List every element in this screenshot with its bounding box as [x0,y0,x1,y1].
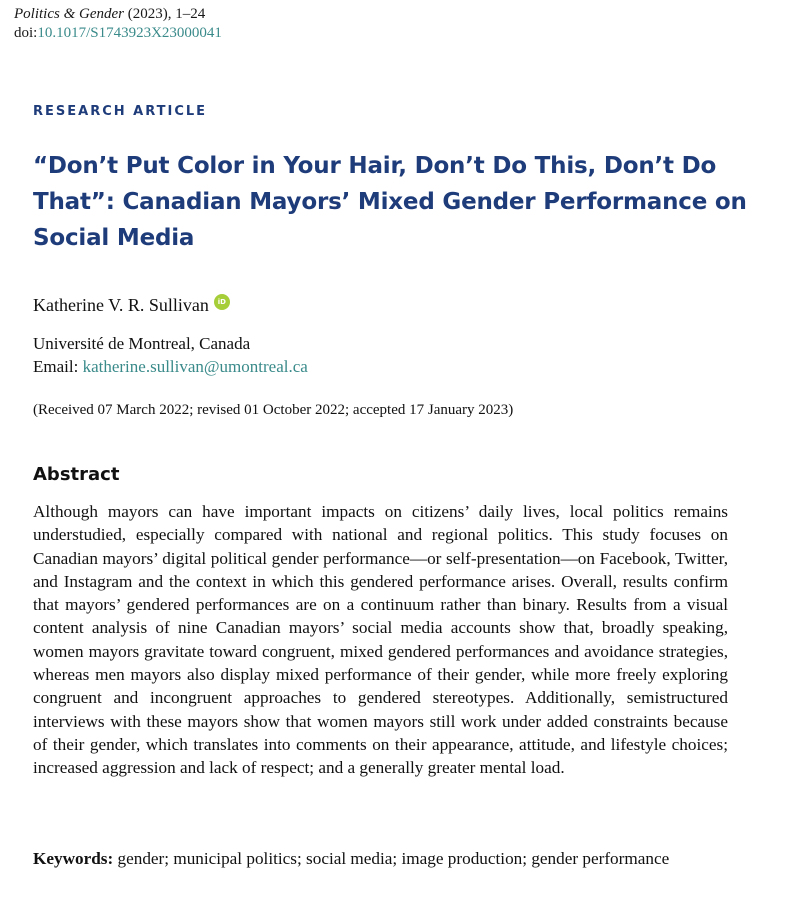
doi-link[interactable]: 10.1017/S1743923X23000041 [37,25,222,41]
email-link[interactable]: katherine.sullivan@umontreal.ca [82,357,308,376]
article-title: “Don’t Put Color in Your Hair, Don’t Do This, Don’t Do That”: Canadian Mayors’ Mixed Gender Performance on Social Media [33,153,747,251]
journal-name: Politics & Gender [14,6,124,22]
doi-line [14,24,222,43]
abstract-text: Although mayors can have important impacts on citizens’ daily lives, local politics remains understudied, especially compared with national and regional politics. This study focuses on Canadian mayors’ digital political gender performance—or self-presentation—on Facebook, Twitter, and Instagram and the context in which this gendered performance arises. Overall, results confirm that mayors’ gendered performances are on a continuum rather than binary. Results from a visual content analysis of nine Canadian mayors’ social media accounts show that, broadly speaking, women mayors gravitate toward congruent, mixed gendered performances and avoidance strategies, whereas men mayors also display mixed performance of their gender, while more freely exploring congruent and incongruent approaches to gendered stereotypes. Additionally, semistructured interviews with these mayors show that women mayors still work under added constraints because of their gender, which translates into comments on their appearance, attitude, and lifestyle choices; increased aggression and lack of respect; and a generally greater mental load. [33,502,728,778]
author-name[interactable]: Katherine V. R. Sullivan [33,295,209,315]
doi-prefix: doi: [14,25,38,41]
orcid-icon[interactable]: iD [214,294,230,310]
author-email-line [33,356,308,378]
email-label: Email: [33,357,83,376]
journal-meta: (2023), 1–24 [123,6,206,22]
author-line [33,293,230,317]
abstract-heading: Abstract [33,464,120,485]
keywords-list: gender; municipal politics; social media; image production; gender performance [113,849,670,868]
article-type: RESEARCH ARTICLE [33,104,208,119]
keywords-label: Keywords: [33,849,114,868]
journal-citation [14,5,205,24]
keywords [33,847,713,870]
publication-dates: (Received 07 March 2022; revised 01 October 2022; accepted 17 January 2023) [33,402,514,418]
author-affiliation: Université de Montreal, Canada [33,334,251,353]
